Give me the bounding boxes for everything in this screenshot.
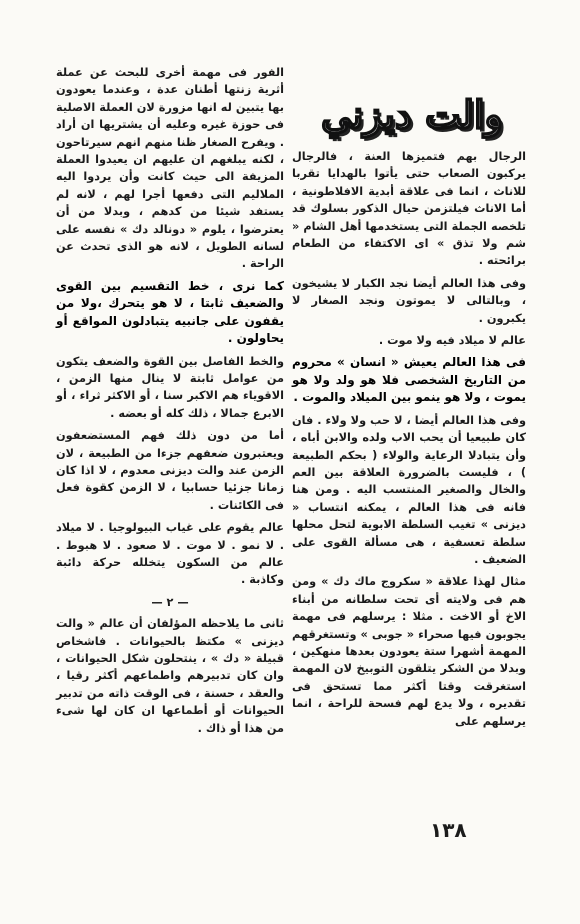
paragraph: ثانى ما يلاحظه المؤلفان أن عالم « والت ديزنى » مكتظ بالحيوانات . فاشخاص قبيلة « دك » ، ينتحلون شكل الحيوانات ، وان كان تدبيرهم واطماعهم أكثر رقيا ، والعقد ، حسنة ، فى الوقت ذاته من تدبير الحيوانات أو أطماعها ان كان لها شىء من هذا أو ذاك .: [56, 617, 284, 735]
walt-disney-title-logo: [300, 86, 524, 142]
left-text-column: [56, 64, 284, 742]
paragraph: عالم يقوم على غياب البيولوجيا . لا ميلاد . لا نمو . لا موت . لا صعود . لا هبوط . عالم من السكون يتخلله حركة دائبة وكاذبة .: [56, 521, 284, 587]
right-text-column: [292, 148, 526, 735]
paragraph: مثال لهذا علاقة « سكروج ماك دك » ومن هم فى ولايته أى تحت سلطانه من أبناء الاخ أو الاخت . مثلا : يرسلهم فى مهمة يجوبون فيها صحراء « جوبى » وتستغرقهم المهمة أشهرا ستة يعودون بعدها منهكين ، وبدلا من الشكر يتلقون التوبيخ لان المهمة استغرقت وقتا أكثر مما تستحق فى تقديره ، ولا يدع لهم فسحة للراحة ، انما يرسلهم على: [292, 575, 526, 728]
paragraph: الفور فى مهمة أخرى للبحث عن عملة أثرية زنتها أطنان عدة ، وعندما يعودون بها يتبين له انها مزورة لان العملة الاصلية فى حوزة غيره وعليه أن يشتريها ان أراد . ويفرح الصغار ظنا منهم انهم سيرتاحون ، لكنه يبلغهم ان عليهم ان يعيدوا العملة المزيفة الى حيث كانت وأن يردوا اليه الملاليم التى دفعها أجرا لهم ، لانه لم يستفد شيئا من كدهم ، وبدلا من أن يعترضوا ، يلوم « دونالد دك » نفسه على لسانه الطويل ، لانه هو الذى تحدث عن الراحة .: [56, 66, 284, 271]
paragraph: عالم لا ميلاد فيه ولا موت .: [378, 334, 526, 348]
page-number: ١٣٨: [430, 818, 467, 842]
article-title: والت ديزني: [321, 91, 503, 137]
subheading-paragraph: كما نرى ، خط التقسيم بين القوى والضعيف ثابتا ، لا هو يتحرك ،ولا من يقفون على جانبيه يتبادلون المواقع أو يحاولون .: [56, 278, 284, 346]
paragraph: وفى هذا العالم أيضا ، لا حب ولا ولاء . فان كان طبيعيا أن يحب الاب ولده والابن أباه ، وأن يتبادلا الرعاية والولاء ( بحكم الطبيعة ) ، فليست بالضرورة العلاقة بين العم والخال والصغير المنتسب اليه . ومن هنا فانه فى هذا العالم ، يمكنه انتساب « ديزنى » تغيب السلطة الابوية لتحل محلها سلطة تعسفية ، هى مسألة القوى على الضعيف .: [292, 413, 526, 566]
section-separator: — ٢ —: [151, 595, 189, 609]
subheading-paragraph: فى هذا العالم يعيش « انسان » محروم من التاريخ الشخصى فلا هو ولد ولا هو يموت ، ولا هو ينمو بين الميلاد والموت .: [292, 355, 526, 405]
paragraph: الرجال بهم فتميزها العنة ، فالرجال يركبون الصعاب حتى يأتوا بالهدايا تقربا للاناث ، انما فى علاقة أبدية الافلاطونية ، أما الاناث فيلتزمن حيال الذكور بسلوك قد تلخصه الجملة التى يستخدمها أهل الشام « شم ولا تذق » اى الاكتفاء من الطعام برائحته .: [292, 150, 526, 268]
paragraph: وفى هذا العالم أيضا نجد الكبار لا يشيخون ، وبالتالى لا يموتون ونجد الصغار لا يكبرون .: [292, 276, 526, 325]
paragraph: أما من دون ذلك فهم المستضعفون ويعتبرون ضعفهم جزءا من الطبيعة ، لان الزمن عند والت ديزنى معدوم ، لا اذا كان زمانا جزئيا حسابيا ، لا الزمن كقوة فعل فى الكائنات .: [56, 429, 284, 512]
paragraph: والخط الفاصل بين القوة والضعف يتكون من عوامل ثابتة لا ينال منها الزمن ، الاقوياء هم الاكبر سنا ، أو الاكثر ثراء ، أو الابرع جمالا ، ذلك كله أو بعضه .: [56, 354, 284, 420]
